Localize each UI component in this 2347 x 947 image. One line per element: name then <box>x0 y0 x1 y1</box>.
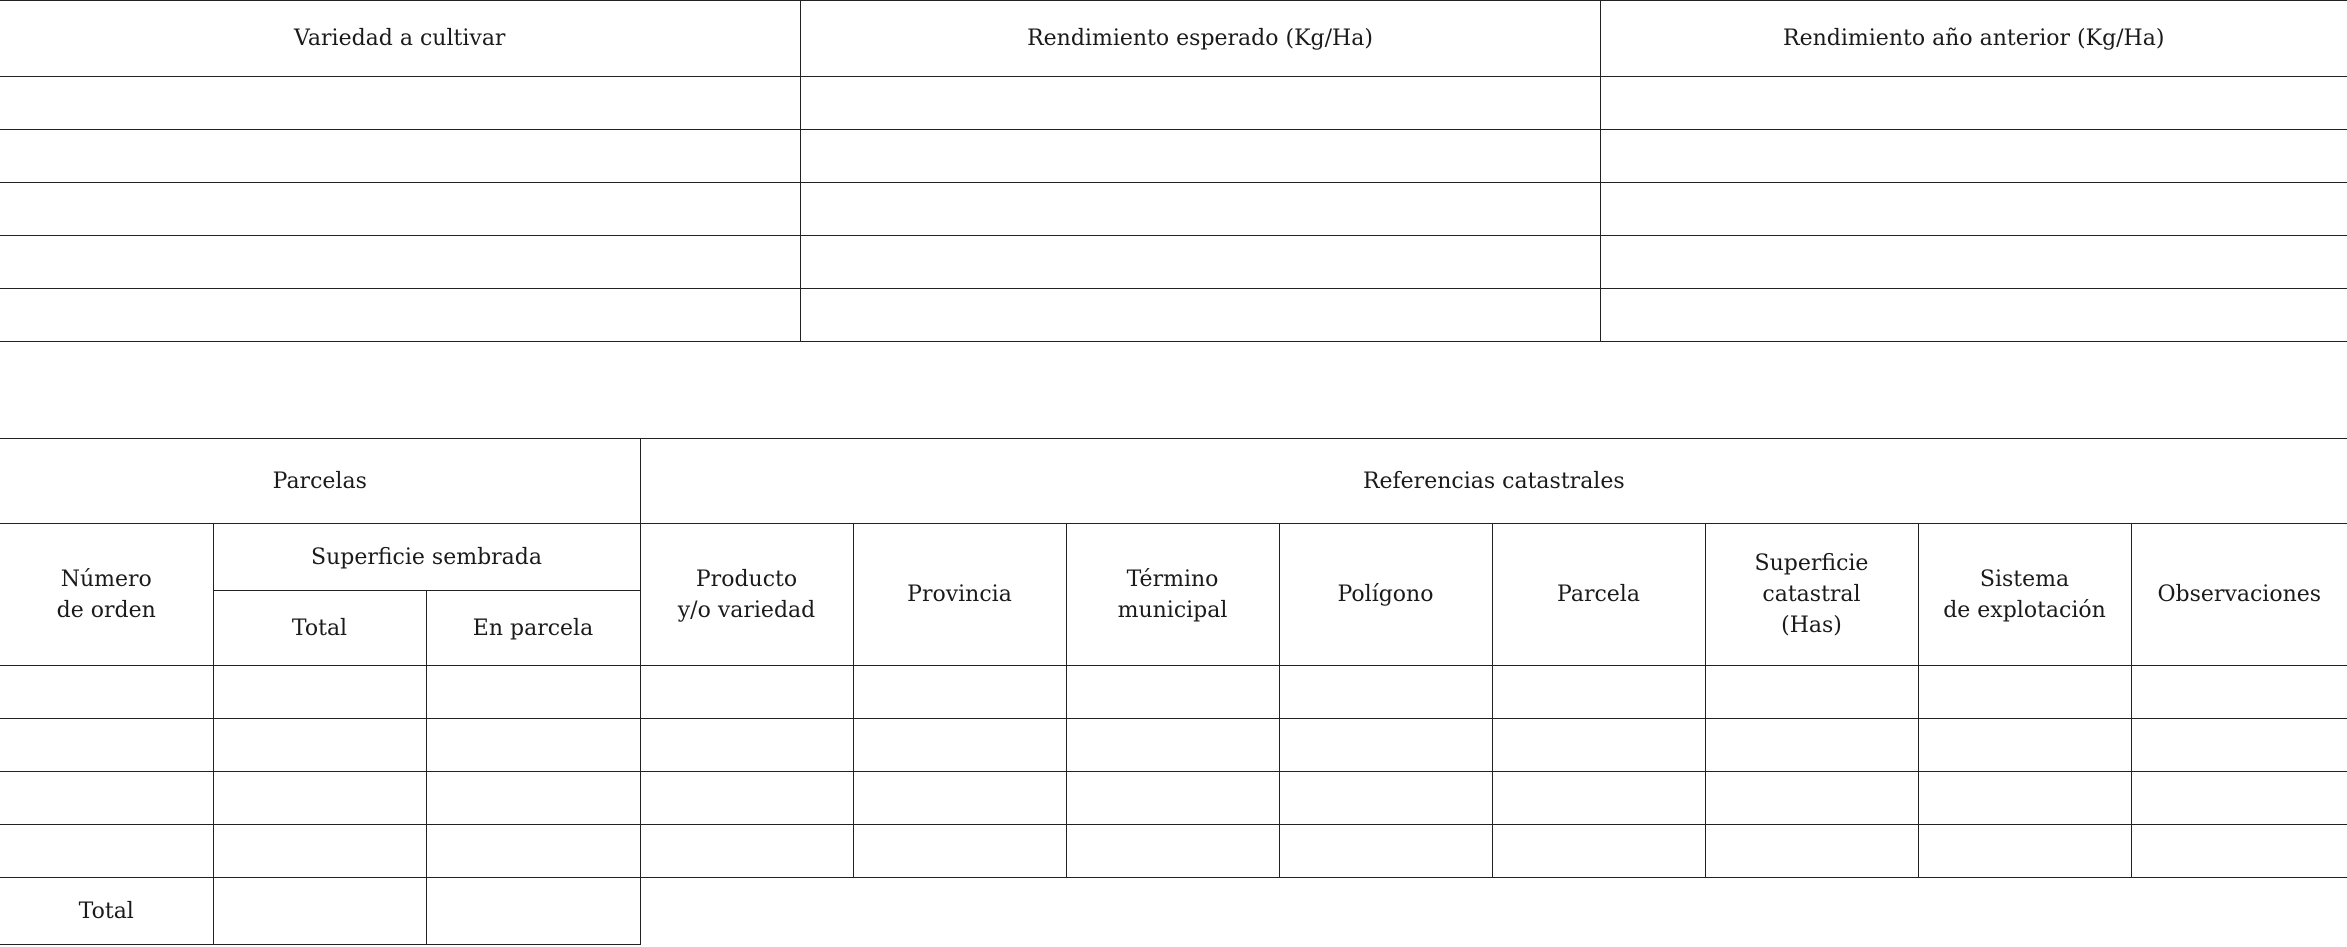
table-cell <box>0 825 213 878</box>
table-cell <box>1066 825 1279 878</box>
table-cell <box>0 130 800 183</box>
table-cell <box>2131 825 2347 878</box>
table-cell <box>1600 183 2347 236</box>
table-cell <box>213 825 426 878</box>
table-row <box>0 183 2347 236</box>
table-cell <box>800 130 1600 183</box>
variety-yield-table <box>0 0 2347 342</box>
table-cell <box>0 183 800 236</box>
table-cell <box>213 772 426 825</box>
parcelas-table <box>0 438 2347 945</box>
table-cell <box>1279 772 1492 825</box>
table-cell <box>853 825 1066 878</box>
header-observaciones: Observaciones <box>2131 524 2347 666</box>
table-row <box>0 825 2347 878</box>
table-cell <box>426 825 640 878</box>
table-cell <box>853 719 1066 772</box>
table-row <box>0 666 2347 719</box>
table-cell <box>1279 719 1492 772</box>
table-cell <box>1066 772 1279 825</box>
table-cell <box>1279 666 1492 719</box>
header-sistema-explotacion: Sistema de explotación <box>1918 524 2131 666</box>
header-superficie-catastral: Superficie catastral (Has) <box>1705 524 1918 666</box>
table-row <box>0 130 2347 183</box>
table-cell <box>1600 236 2347 289</box>
table-cell <box>426 719 640 772</box>
table-cell <box>640 825 853 878</box>
table-cell <box>1492 772 1705 825</box>
table-cell <box>853 772 1066 825</box>
table-cell <box>1066 666 1279 719</box>
table-cell <box>1492 825 1705 878</box>
table-cell <box>426 666 640 719</box>
table-cell <box>640 719 853 772</box>
header-total: Total <box>213 591 426 666</box>
table-cell <box>800 183 1600 236</box>
group-referencias-catastrales: Referencias catastrales <box>640 439 2347 524</box>
table-row <box>0 289 2347 342</box>
table-cell <box>2131 666 2347 719</box>
table-cell <box>0 666 213 719</box>
total-label: Total <box>0 878 213 945</box>
table-row <box>0 772 2347 825</box>
table-cell <box>1705 825 1918 878</box>
table-row <box>0 77 2347 130</box>
table-cell <box>1705 772 1918 825</box>
header-rendimiento-esperado: Rendimiento esperado (Kg/Ha) <box>800 1 1600 77</box>
table-cell <box>1705 666 1918 719</box>
header-termino-municipal: Término municipal <box>1066 524 1279 666</box>
table-cell <box>1600 130 2347 183</box>
header-superficie-sembrada: Superficie sembrada <box>213 524 640 591</box>
table-cell <box>800 236 1600 289</box>
header-provincia: Provincia <box>853 524 1066 666</box>
table-cell <box>2131 719 2347 772</box>
total-cell <box>213 878 426 945</box>
header-numero-orden: Número de orden <box>0 524 213 666</box>
table-cell <box>1600 289 2347 342</box>
table-cell <box>0 236 800 289</box>
header-poligono: Polígono <box>1279 524 1492 666</box>
table-row <box>0 719 2347 772</box>
total-cell <box>426 878 640 945</box>
table-cell <box>1279 825 1492 878</box>
table-row <box>0 236 2347 289</box>
table-cell <box>1600 77 2347 130</box>
header-variedad: Variedad a cultivar <box>0 1 800 77</box>
group-parcelas: Parcelas <box>0 439 640 524</box>
header-en-parcela: En parcela <box>426 591 640 666</box>
header-producto: Producto y/o variedad <box>640 524 853 666</box>
table-cell <box>1918 825 2131 878</box>
blank-area <box>640 878 2347 945</box>
total-row <box>0 878 2347 945</box>
table-cell <box>0 719 213 772</box>
table-cell <box>0 772 213 825</box>
table-cell <box>1918 666 2131 719</box>
table-cell <box>2131 772 2347 825</box>
table-cell <box>640 666 853 719</box>
table-cell <box>800 77 1600 130</box>
table-cell <box>213 666 426 719</box>
table-cell <box>1492 719 1705 772</box>
table-cell <box>1918 719 2131 772</box>
table-cell <box>1492 666 1705 719</box>
table-cell <box>640 772 853 825</box>
table-cell <box>0 77 800 130</box>
table-cell <box>800 289 1600 342</box>
table-cell <box>853 666 1066 719</box>
table-cell <box>1066 719 1279 772</box>
table-cell <box>0 289 800 342</box>
table-cell <box>1918 772 2131 825</box>
table-cell <box>213 719 426 772</box>
header-rendimiento-anterior: Rendimiento año anterior (Kg/Ha) <box>1600 1 2347 77</box>
table-cell <box>1705 719 1918 772</box>
header-parcela: Parcela <box>1492 524 1705 666</box>
table-cell <box>426 772 640 825</box>
